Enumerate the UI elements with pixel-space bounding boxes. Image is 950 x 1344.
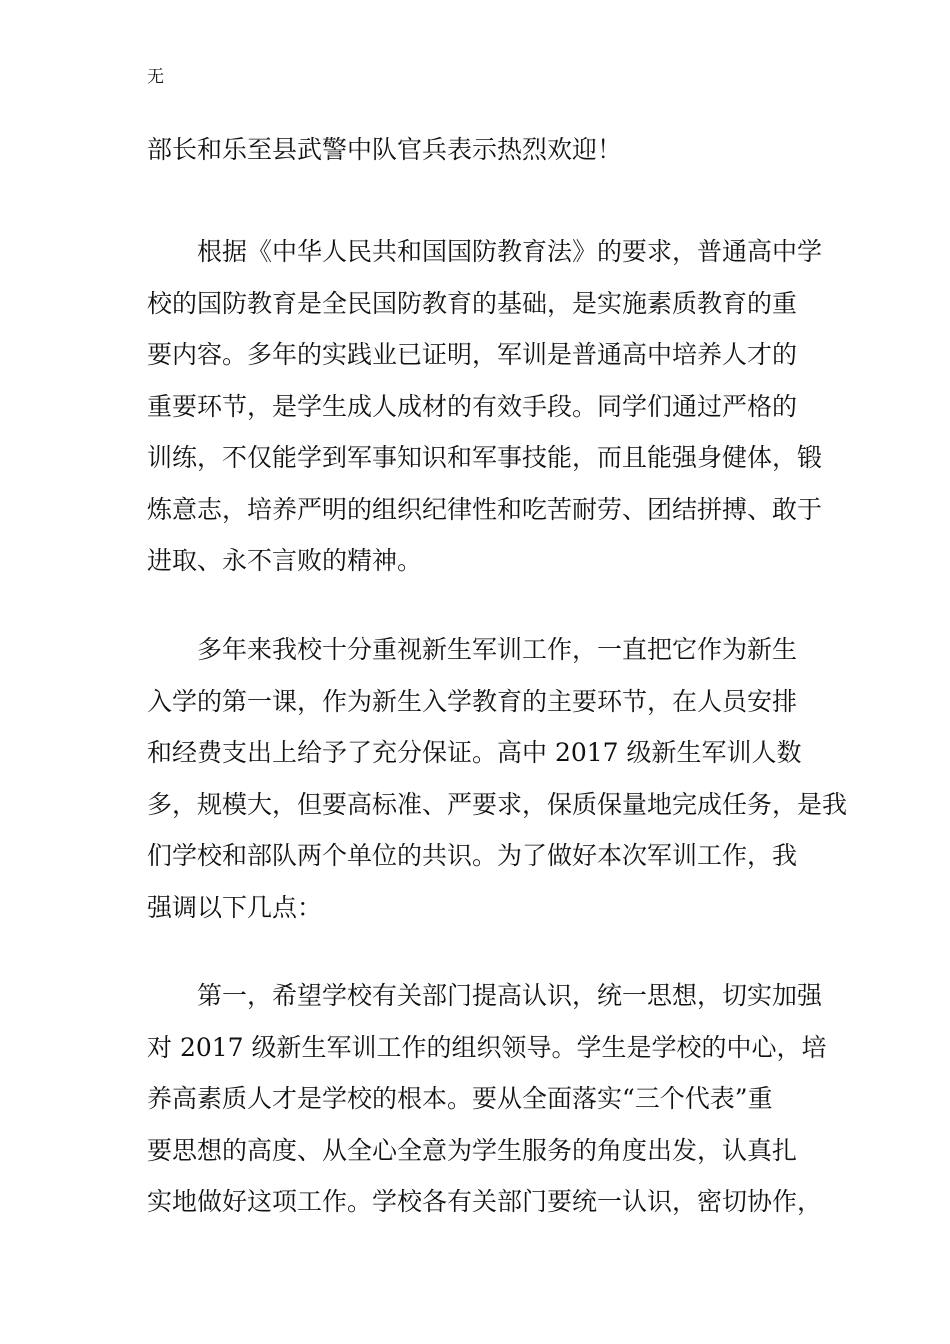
paragraph-1 — [147, 124, 815, 176]
text-line: 多年来我校十分重视新生军训工作，一直把它作为新生 — [197, 635, 798, 664]
text-line: 和经费支出上给予了充分保证。高中 2017 级新生军训人数 — [147, 738, 802, 767]
text-line: 训练，不仅能学到军事知识和军事技能，而且能强身健体，锻 — [147, 443, 823, 472]
paragraph-2 — [147, 226, 823, 587]
text-line: 对 2017 级新生军训工作的组织领导。学生是学校的中心，培 — [147, 1032, 827, 1062]
text-line: 根据《中华人民共和国国防教育法》的要求，普通高中学 — [197, 237, 823, 266]
text-line: 强调以下几点： — [147, 892, 323, 922]
text-line: 第一，希望学校有关部门提高认识，统一思想，切实加强 — [197, 981, 823, 1010]
page-header: 无 — [147, 67, 164, 87]
text-line: 实地做好这项工作。学校各有关部门要统一认识，密切协作， — [147, 1187, 823, 1216]
text-line: 校的国防教育是全民国防教育的基础，是实施素质教育的重 — [147, 288, 798, 318]
text-line: 炼意志，培养严明的组织纪律性和吃苦耐劳、团结拼搏、敢于 — [147, 494, 823, 524]
text-line: 部长和乐至县武警中队官兵表示热烈欢迎！ — [147, 135, 623, 164]
text-line: 们学校和部队两个单位的共识。为了做好本次军训工作，我 — [147, 841, 798, 870]
text-line: 入学的第一课，作为新生入学教育的主要环节，在人员安排 — [147, 686, 798, 716]
text-line: 要思想的高度、从全心全意为学生服务的角度出发，认真扎 — [147, 1135, 798, 1165]
text-line: 要内容。多年的实践业已证明，军训是普通高中培养人才的 — [147, 340, 798, 369]
paragraph-4 — [147, 970, 827, 1228]
text-line: 多，规模大，但要高标准、严要求，保质保量地完成任务，是我 — [147, 789, 848, 819]
paragraph-3 — [147, 624, 848, 933]
text-line: 进取、永不言败的精神。 — [147, 546, 423, 575]
text-line: 养高素质人才是学校的根本。要从全面落实“三个代表”重 — [147, 1084, 773, 1113]
text-line: 重要环节，是学生成人成材的有效手段。同学们通过严格的 — [147, 391, 798, 421]
